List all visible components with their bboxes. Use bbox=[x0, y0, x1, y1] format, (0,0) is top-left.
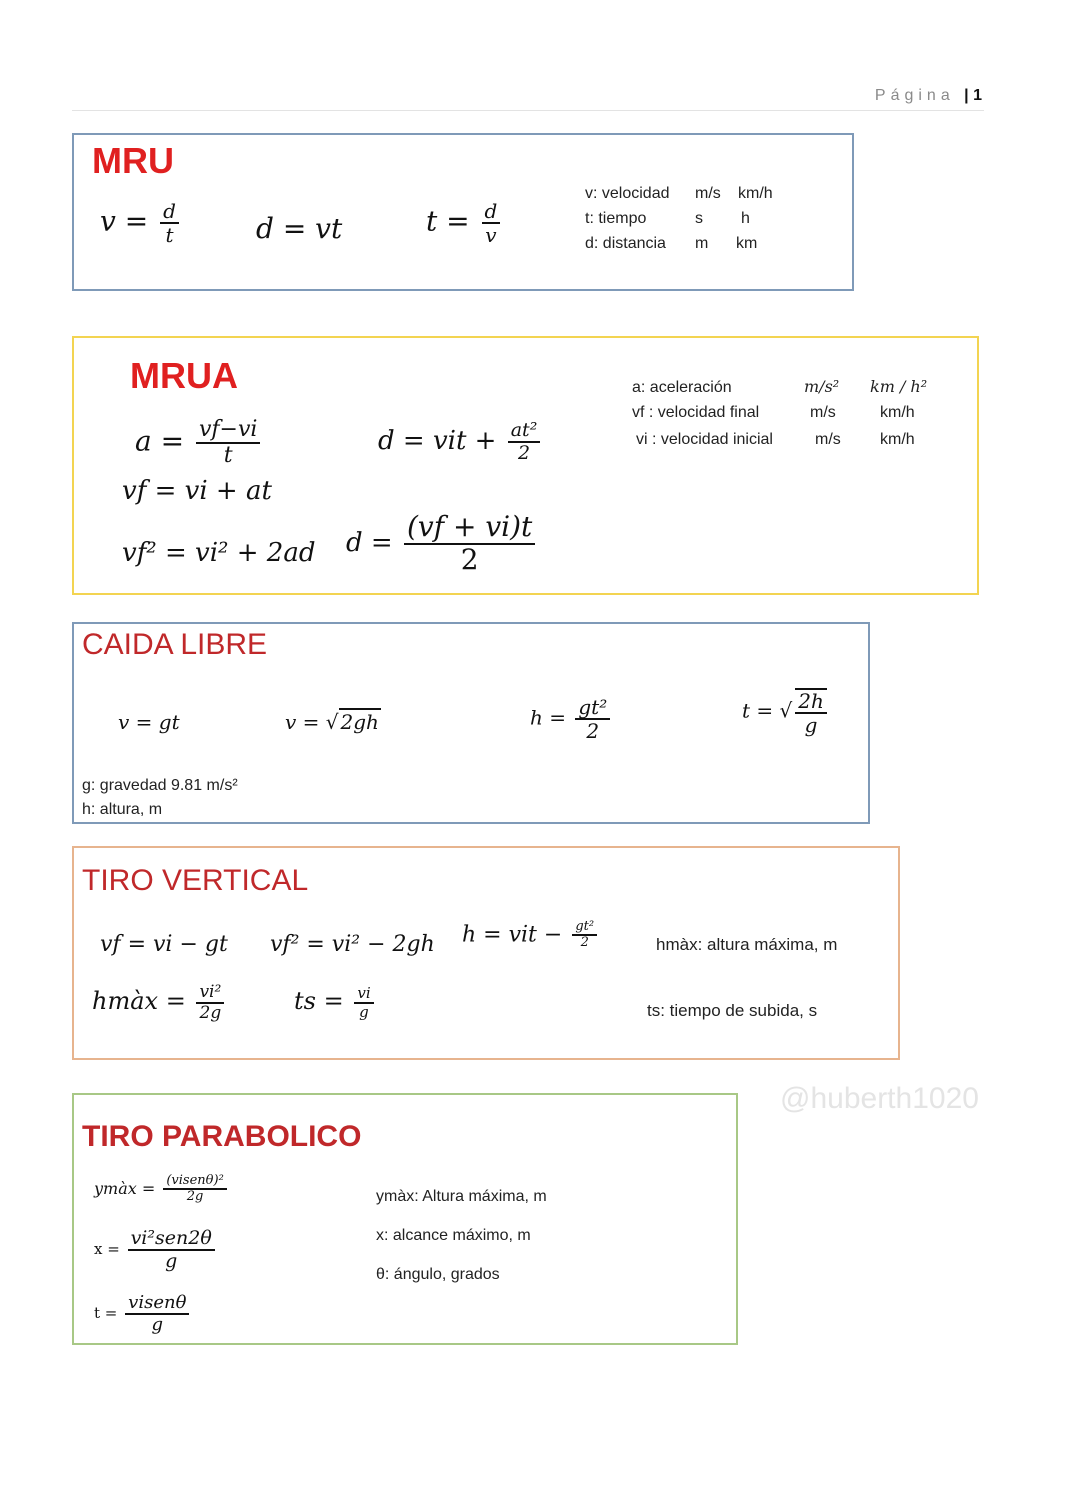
mrua-legend-vi-u1: m/s bbox=[815, 431, 841, 448]
mrua-legend-vf: vf : velocidad final bbox=[632, 404, 760, 421]
mrua-legend-a-u2: km / h² bbox=[870, 377, 928, 396]
page-number-label: Página | 1 bbox=[874, 87, 982, 104]
mru-legend-t: t: tiempo bbox=[585, 210, 647, 227]
tv-legend-hmax: hmàx: altura máxima, m bbox=[656, 935, 838, 954]
mru-legend-v-u2: km/h bbox=[738, 185, 773, 202]
mru-legend-t-u1: s bbox=[695, 210, 703, 227]
mrua-legend-vf-u2: km/h bbox=[880, 404, 915, 421]
tv-formula-hmax: hmàx = $\frac{\text{vi²}}{2g}$ bbox=[92, 983, 227, 1022]
page-word: Página bbox=[874, 87, 955, 104]
tp-legend-theta: θ: ángulo, grados bbox=[376, 1266, 500, 1283]
mrua-legend-vi: vi : velocidad inicial bbox=[636, 431, 773, 448]
mrua-formula-d2: d = $\frac{(vf + vi)t}{2}$ bbox=[346, 512, 538, 576]
mrua-formula-a: a = $\frac{vf-vi}{t}$ bbox=[135, 418, 263, 468]
mru-formula-d: d = vt bbox=[256, 212, 343, 245]
mru-legend-t-u2: h bbox=[741, 210, 750, 227]
tv-formula-ts: ts = $\frac{vi}{g}$ bbox=[294, 985, 377, 1020]
mru-legend-v: v: velocidad bbox=[585, 185, 670, 202]
mrua-legend-vi-u2: km/h bbox=[880, 431, 915, 448]
tp-formula-ymax: ymàx = (visenθ)² 2g bbox=[94, 1174, 230, 1205]
caida-libre-title: CAIDA LIBRE bbox=[82, 628, 268, 661]
tp-legend-x: x: alcance máximo, m bbox=[376, 1227, 531, 1244]
caida-formula-t: t = √ $\frac{2h}{g}$ bbox=[742, 688, 830, 736]
mrua-formula-vf2: vf² = vi² + 2ad bbox=[122, 538, 316, 568]
tv-formula-vf2: vf² = vi² − 2gh bbox=[270, 932, 435, 957]
header-divider bbox=[72, 110, 984, 111]
mrua-formula-vf: vf = vi + at bbox=[122, 476, 272, 506]
mru-legend-d-u1: m bbox=[695, 235, 709, 252]
tiro-parabolico-title: TIRO PARABOLICO bbox=[82, 1120, 362, 1153]
mrua-title: MRUA bbox=[130, 355, 238, 396]
tp-formula-t: t = visenθ g bbox=[94, 1293, 192, 1335]
caida-legend-g: g: gravedad 9.81 m/s² bbox=[82, 777, 238, 794]
mrua-legend-a-u1: m/s² bbox=[804, 377, 840, 396]
caida-formula-v: v = gt bbox=[118, 710, 180, 734]
mrua-legend-vf-u1: m/s bbox=[810, 404, 836, 421]
watermark: @huberth1020 bbox=[780, 1082, 979, 1115]
tv-formula-vf: vf = vi − gt bbox=[100, 932, 228, 957]
mrua-legend-a: a: aceleración bbox=[632, 379, 732, 396]
tv-legend-ts: ts: tiempo de subida, s bbox=[647, 1001, 818, 1020]
mru-formula-t: t = $\frac{d}{v}$ bbox=[426, 200, 503, 246]
mru-title: MRU bbox=[92, 140, 174, 181]
tv-formula-h: h = vit − $\frac{\text{gt²}}{2}$ bbox=[462, 920, 600, 951]
mrua-formula-d1: d = vit + $\frac{\text{at²}}{2}$ bbox=[378, 420, 543, 464]
tiro-vertical-title: TIRO VERTICAL bbox=[82, 864, 309, 897]
mru-legend-d-u2: km bbox=[736, 235, 758, 252]
page-number: 1 bbox=[973, 87, 982, 104]
caida-formula-h: h = $\frac{\text{gt²}}{2}$ bbox=[530, 696, 613, 742]
mru-formula-v: v = $\frac{d}{t}$ bbox=[100, 200, 182, 246]
mru-legend-d: d: distancia bbox=[585, 235, 666, 252]
caida-formula-v-rad: v = √ 2gh bbox=[285, 710, 379, 734]
mru-legend-v-u1: m/s bbox=[695, 185, 721, 202]
tp-legend-ymax: ymàx: Altura máxima, m bbox=[376, 1188, 547, 1205]
tp-formula-x: x = vi²sen2θ g bbox=[94, 1228, 218, 1272]
caida-legend-h: h: altura, m bbox=[82, 801, 163, 818]
